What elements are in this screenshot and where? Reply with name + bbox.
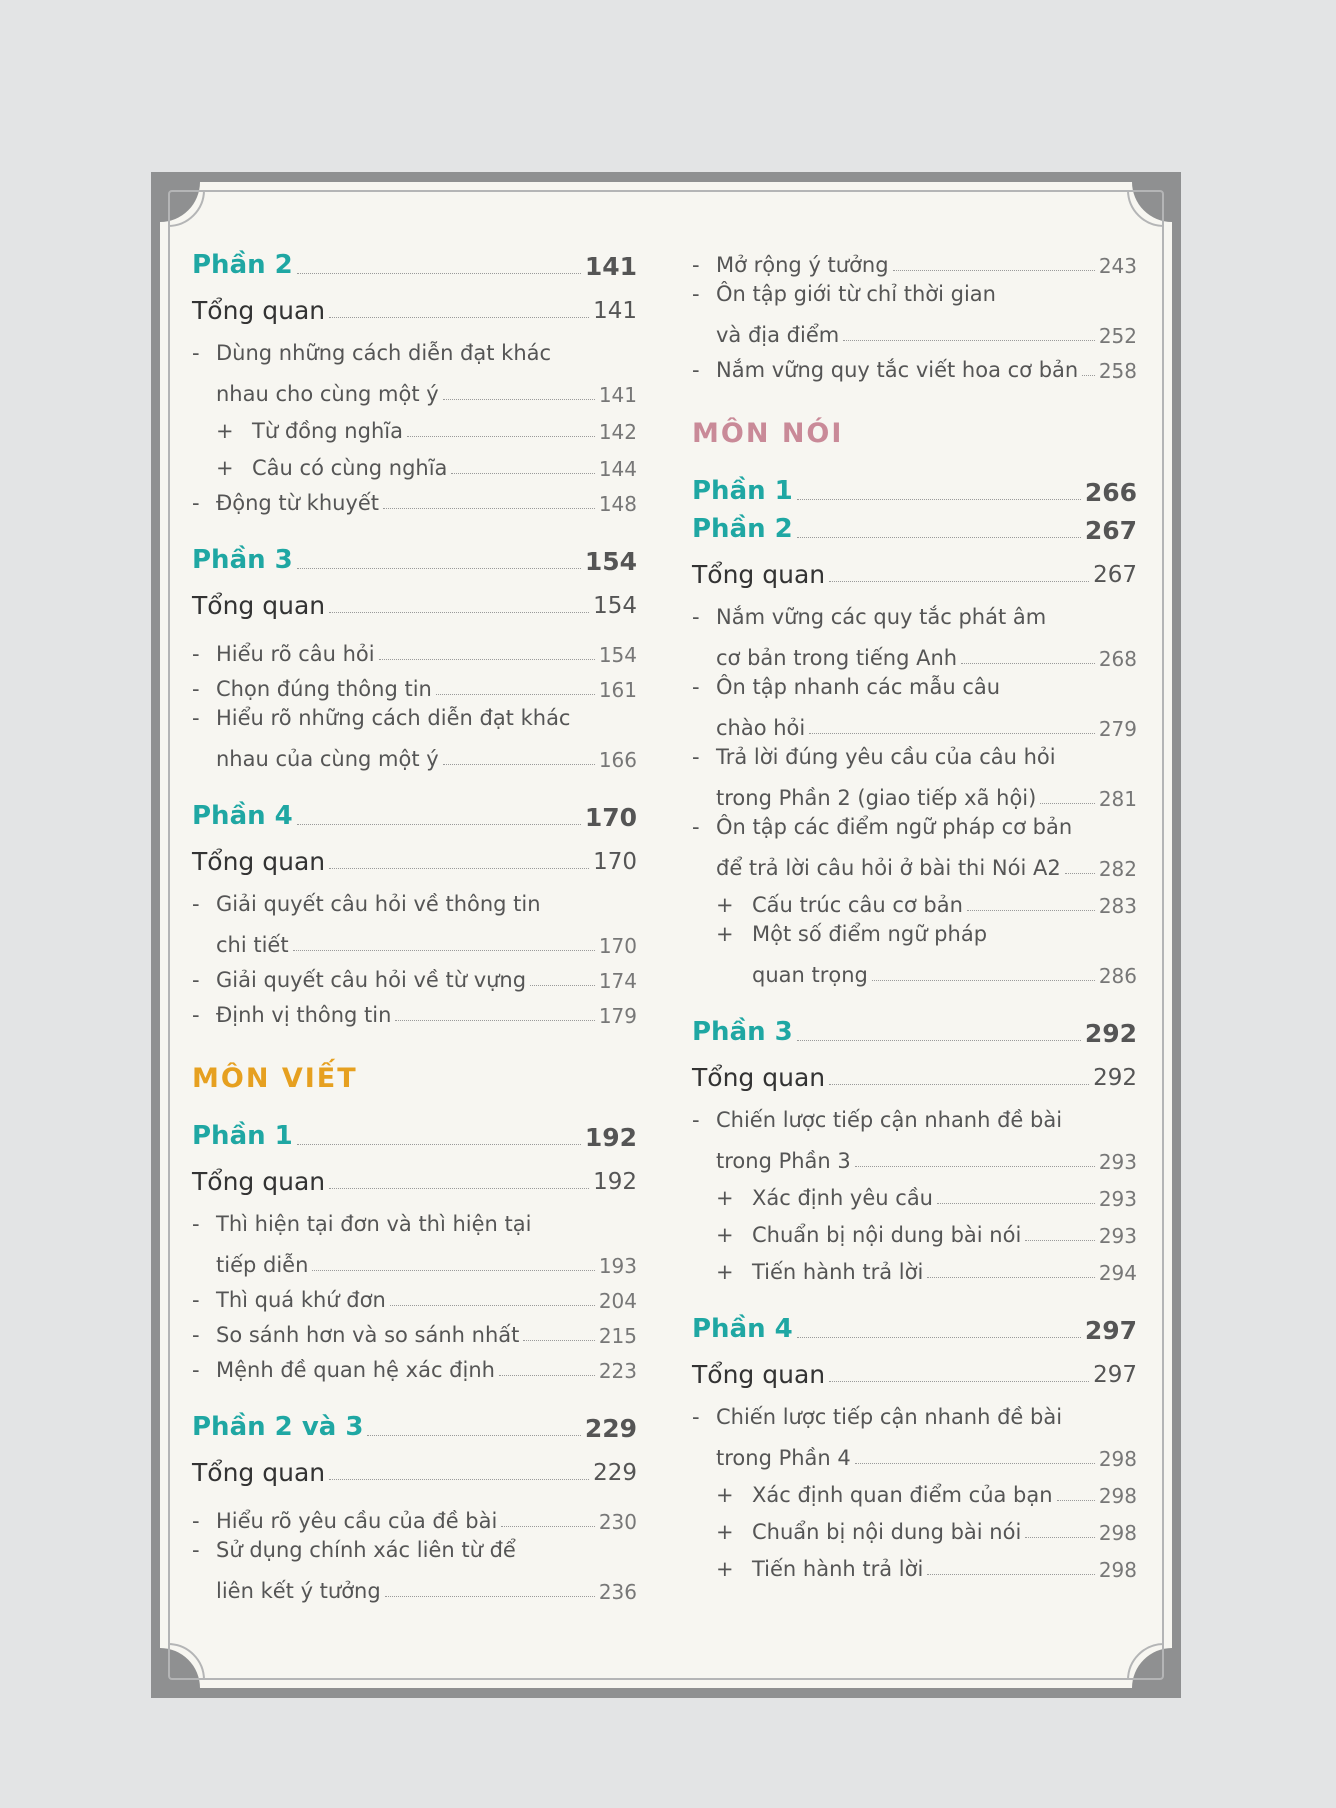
- toc-subitem[interactable]: + Chuẩn bị nội dung bài nói 293: [716, 1222, 1137, 1248]
- corner-ornament: [160, 182, 208, 230]
- toc-item[interactable]: - So sánh hơn và so sánh nhất 215: [192, 1322, 637, 1348]
- page-frame: [151, 172, 1181, 1698]
- toc-item[interactable]: - Động từ khuyết 148: [192, 490, 637, 516]
- toc-left-column: [192, 242, 637, 1603]
- toc-subitem[interactable]: + Xác định quan điểm của bạn 298: [716, 1482, 1137, 1508]
- toc-overview[interactable]: Tổng quan 154: [192, 590, 637, 620]
- toc-subitem[interactable]: + Tiến hành trả lời 298: [716, 1556, 1137, 1582]
- toc-item[interactable]: - Thì hiện tại đơn và thì hiện tại tiếp diễn 193: [192, 1212, 637, 1278]
- toc-overview[interactable]: Tổng quan 292: [692, 1062, 1137, 1092]
- toc-item[interactable]: - Hiểu rõ câu hỏi 154: [192, 641, 637, 667]
- toc-item[interactable]: - Hiểu rõ những cách diễn đạt khác nhau của cùng một ý 166: [192, 706, 637, 772]
- toc-overview[interactable]: Tổng quan 170: [192, 846, 637, 876]
- content-panel: [160, 182, 1172, 1688]
- toc-item[interactable]: - Ôn tập các điểm ngữ pháp cơ bản để trả lời câu hỏi ở bài thi Nói A2 282: [692, 815, 1137, 881]
- toc-item[interactable]: - Sử dụng chính xác liên từ để liên kết ý tưởng 236: [192, 1538, 637, 1604]
- toc-subitem[interactable]: + Câu có cùng nghĩa 144: [216, 455, 637, 481]
- corner-ornament: [1124, 1640, 1172, 1688]
- toc-overview[interactable]: Tổng quan 267: [692, 559, 1137, 589]
- toc-overview[interactable]: Tổng quan 297: [692, 1359, 1137, 1389]
- toc-part-heading[interactable]: Phần 2 và 3 229: [192, 1412, 637, 1443]
- toc-overview[interactable]: Tổng quan 141: [192, 295, 637, 325]
- toc-item[interactable]: - Trả lời đúng yêu cầu của câu hỏi trong Phần 2 (giao tiếp xã hội) 281: [692, 745, 1137, 811]
- corner-ornament: [1124, 182, 1172, 230]
- toc-part-heading[interactable]: Phần 4 170: [192, 801, 637, 832]
- toc-part-heading[interactable]: Phần 3 154: [192, 545, 637, 576]
- toc-item[interactable]: - Chiến lược tiếp cận nhanh đề bài trong Phần 4 298: [692, 1405, 1137, 1471]
- toc-item[interactable]: - Dùng những cách diễn đạt khác nhau cho cùng một ý 141: [192, 341, 637, 407]
- corner-ornament: [160, 1640, 208, 1688]
- toc-part-heading[interactable]: Phần 2 141: [192, 250, 637, 281]
- toc-item[interactable]: - Ôn tập giới từ chỉ thời gian và địa điểm 252: [692, 282, 1137, 348]
- toc-subitem[interactable]: + Cấu trúc câu cơ bản 283: [716, 892, 1137, 918]
- toc-overview[interactable]: Tổng quan 229: [192, 1457, 637, 1487]
- toc-subitem[interactable]: + Tiến hành trả lời 294: [716, 1259, 1137, 1285]
- toc-item[interactable]: - Hiểu rõ yêu cầu của đề bài 230: [192, 1508, 637, 1534]
- toc-item[interactable]: - Giải quyết câu hỏi về thông tin chi tiết 170: [192, 892, 637, 958]
- toc-item[interactable]: - Mệnh đề quan hệ xác định 223: [192, 1357, 637, 1383]
- toc-part-heading[interactable]: Phần 1 266: [692, 476, 1137, 507]
- toc-item[interactable]: - Ôn tập nhanh các mẫu câu chào hỏi 279: [692, 675, 1137, 741]
- toc-part-heading[interactable]: Phần 4 297: [692, 1314, 1137, 1345]
- toc-item[interactable]: - Chiến lược tiếp cận nhanh đề bài trong Phần 3 293: [692, 1108, 1137, 1174]
- toc-item[interactable]: - Nắm vững các quy tắc phát âm cơ bản trong tiếng Anh 268: [692, 605, 1137, 671]
- toc-item[interactable]: - Thì quá khứ đơn 204: [192, 1287, 637, 1313]
- toc-subitem[interactable]: + Chuẩn bị nội dung bài nói 298: [716, 1519, 1137, 1545]
- toc-item[interactable]: - Nắm vững quy tắc viết hoa cơ bản 258: [692, 357, 1137, 383]
- toc-subitem[interactable]: + Một số điểm ngữ pháp quan trọng 286: [716, 922, 1137, 988]
- toc-subitem[interactable]: + Xác định yêu cầu 293: [716, 1185, 1137, 1211]
- section-title-noi: MÔN NÓI: [692, 418, 844, 449]
- toc-part-heading[interactable]: Phần 1 192: [192, 1121, 637, 1152]
- toc-part-heading[interactable]: Phần 3 292: [692, 1017, 1137, 1048]
- toc-item[interactable]: - Mở rộng ý tưởng 243: [692, 252, 1137, 278]
- toc-item[interactable]: - Định vị thông tin 179: [192, 1002, 637, 1028]
- toc-subitem[interactable]: + Từ đồng nghĩa 142: [216, 418, 637, 444]
- toc-part-heading[interactable]: Phần 2 267: [692, 514, 1137, 545]
- toc-item[interactable]: - Giải quyết câu hỏi về từ vựng 174: [192, 967, 637, 993]
- section-title-viet: MÔN VIẾT: [192, 1063, 358, 1094]
- toc-overview[interactable]: Tổng quan 192: [192, 1166, 637, 1196]
- toc-item[interactable]: - Chọn đúng thông tin 161: [192, 676, 637, 702]
- toc-right-column: [692, 242, 1137, 1581]
